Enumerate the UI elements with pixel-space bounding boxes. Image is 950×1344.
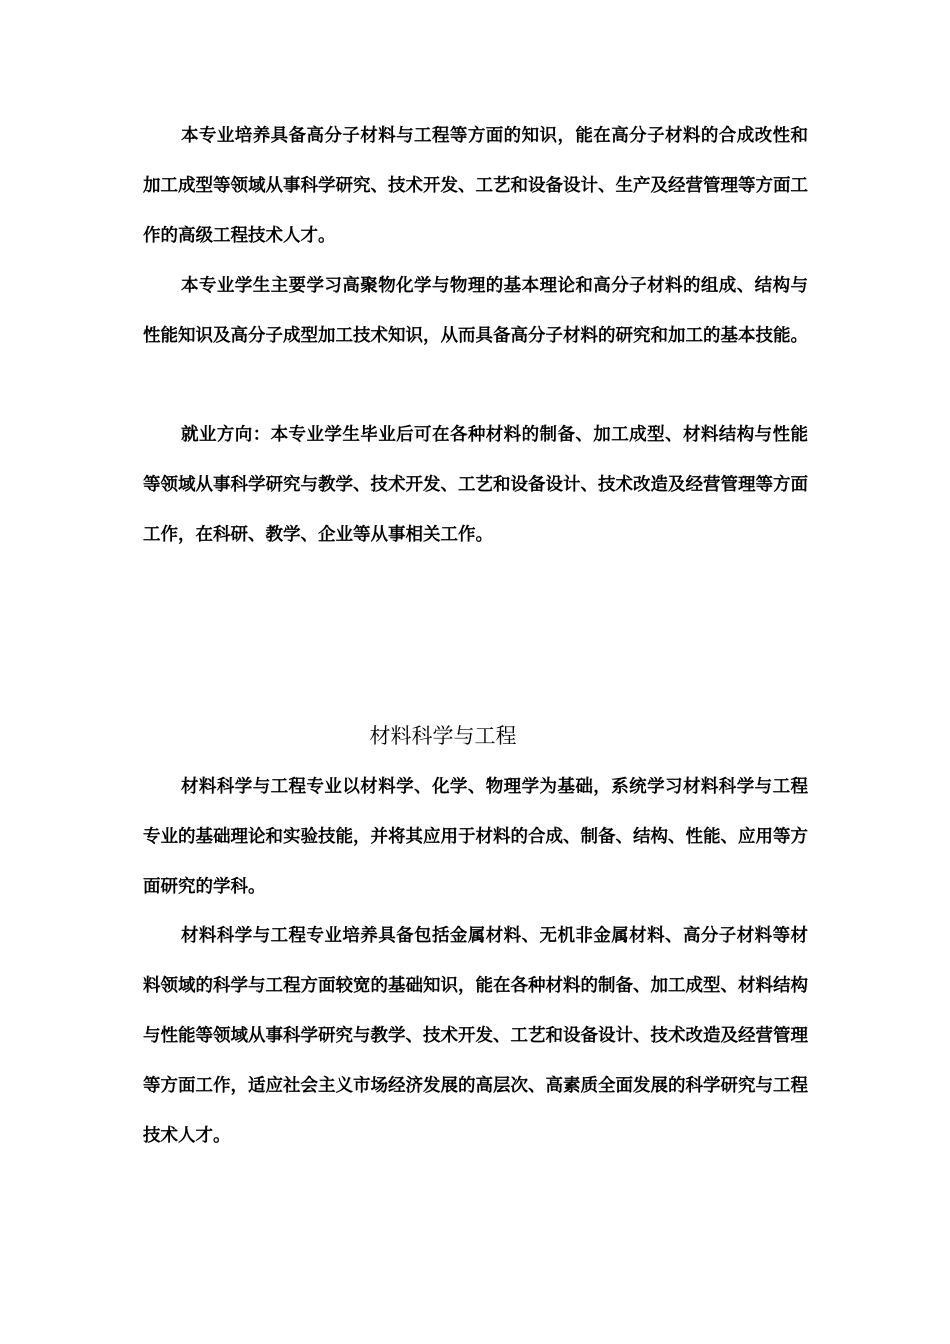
paragraph-discipline-intro: 材料科学与工程专业以材料学、化学、物理学为基础，系统学习材料科学与工程专业的基础理论和实验技能，并将其应用于材料的合成、制备、结构、性能、应用等方面研究的学科。	[143, 777, 808, 897]
paragraph-discipline-training: 材料科学与工程专业培养具备包括金属材料、无机非金属材料、高分子材料等材料领域的科学与工程方面较宽的基础知识，能在各种材料的制备、加工成型、材料结构与性能等领域从事科学研究与教学、技术开发、工艺和设备设计、技术改造及经营管理等方面工作，适应社会主义市场经济发展的高层次、高素质全面发展的科学研究与工程技术人才。	[143, 926, 808, 1146]
paragraph-training-goal: 本专业培养具备高分子材料与工程等方面的知识，能在高分子材料的合成改性和加工成型等领域从事科学研究、技术开发、工艺和设备设计、生产及经营管理等方面工作的高级工程技术人才。	[143, 126, 808, 246]
paragraph-employment: 就业方向：本专业学生毕业后可在各种材料的制备、加工成型、材料结构与性能等领域从事科学研究与教学、技术开发、工艺和设备设计、技术改造及经营管理等方面工作，在科研、教学、企业等从事相关工作。	[143, 425, 808, 545]
section-title: 材料科学与工程	[369, 724, 517, 748]
paragraph-curriculum: 本专业学生主要学习高聚物化学与物理的基本理论和高分子材料的组成、结构与性能知识及高分子成型加工技术知识，从而具备高分子材料的研究和加工的基本技能。	[143, 276, 808, 346]
